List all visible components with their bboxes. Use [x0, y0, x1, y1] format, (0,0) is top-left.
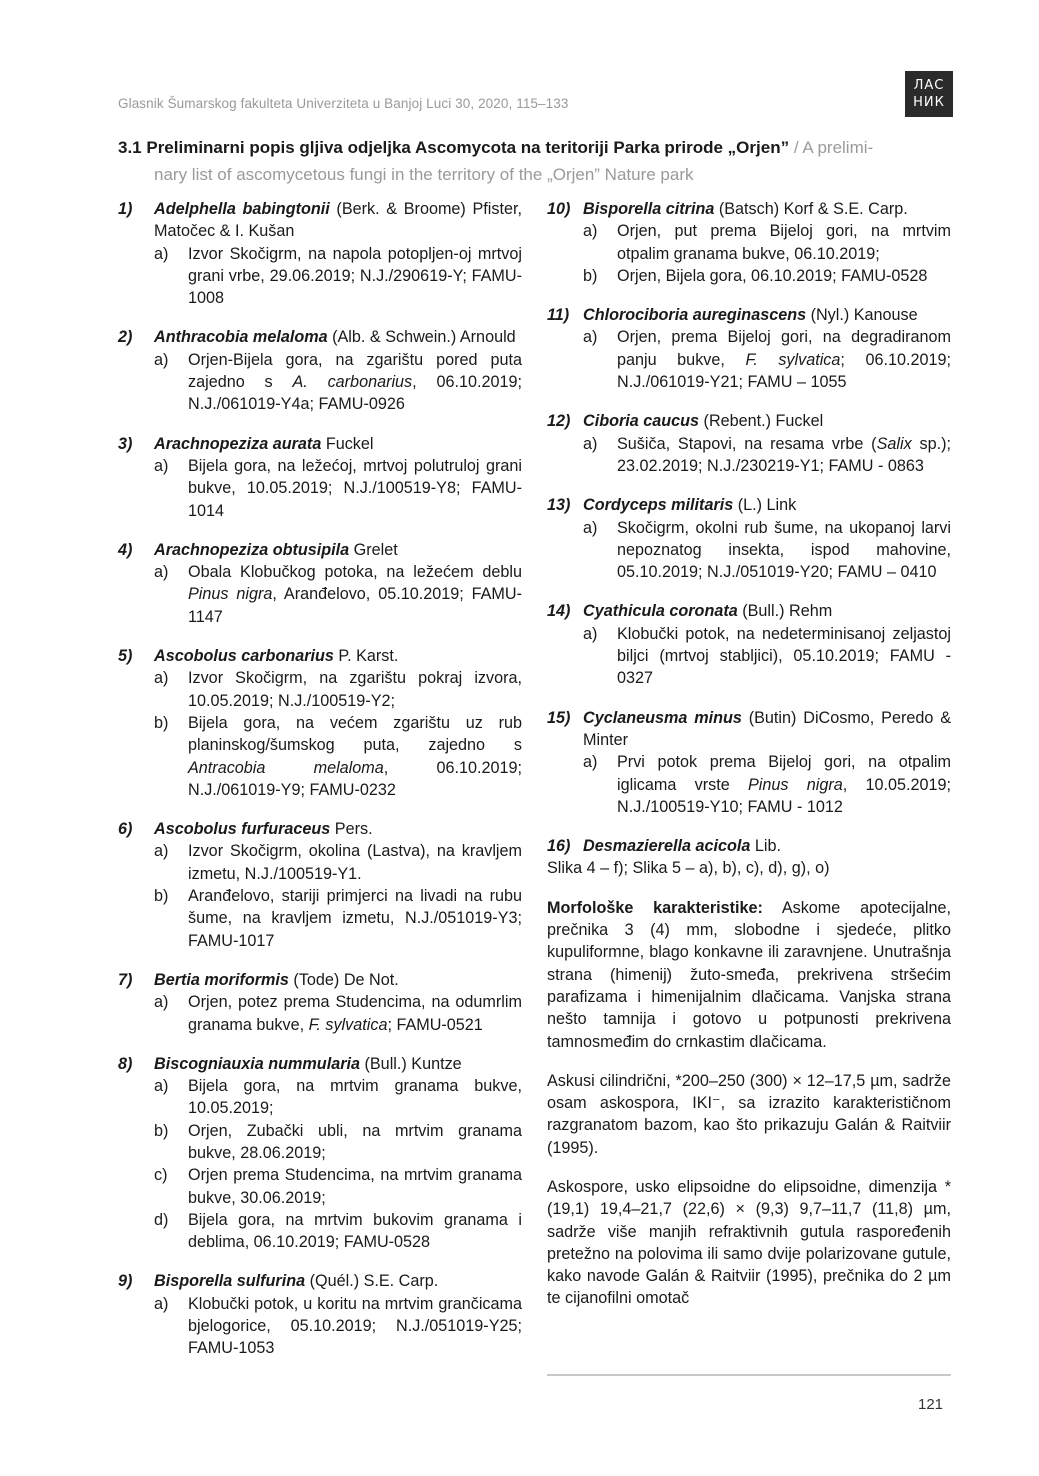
item-label: a) — [154, 842, 169, 861]
species-entry — [547, 835, 951, 880]
entry-number: 9) — [118, 1272, 133, 1291]
journal-logo — [905, 71, 953, 117]
logo-line-2: НИК — [913, 95, 945, 110]
entry-number: 13) — [547, 496, 571, 515]
record-text: Orjen, Zubački ubli, na mrtvim granama bukve, 28.06.2019; — [188, 1121, 522, 1162]
left-column — [118, 198, 522, 1377]
species-author: (Rebent.) Fuckel — [699, 412, 824, 431]
species-name: Ascobolus furfuraceus — [154, 820, 331, 839]
species-entry — [547, 707, 951, 818]
item-label: a) — [583, 753, 598, 772]
item-label: a) — [583, 328, 598, 347]
item-label: c) — [154, 1166, 168, 1185]
record-text: Skočigrm, okolni rub šume, na ukopanoj larvi nepoznatog insekta, ispod mahovine, 05.10.2019; N.J./051019-Y20; FAMU – 0410 — [617, 518, 951, 582]
species-author: (Quél.) S.E. Carp. — [305, 1272, 439, 1291]
entry-number: 2) — [118, 328, 133, 347]
species-entry — [118, 539, 522, 628]
species-name: Ciboria caucus — [583, 412, 700, 431]
item-label: a) — [154, 669, 169, 688]
right-column — [547, 198, 951, 1327]
species-author: Pers. — [330, 820, 373, 839]
entry-number: 7) — [118, 970, 133, 989]
entry-number: 8) — [118, 1054, 133, 1073]
paragraph-morphology: Morfološke karakteristike: Askome apotecijalne, prečnika 3 (4) mm, slobodne i sjedeće, plitko kupuliformne, blago konkavne ili zaravnjene. Unutrašnja strana (himenij) žuto-smeđa, prekrivena stršećim parafizama i himenijalnim dlačicama. Vanjska strana nešto tamnija i gotovo u potpunosti prekrivena tamnosmeđim do crnkastim dlačicama. — [547, 898, 951, 1051]
species-entry — [118, 818, 522, 952]
record-text: Obala Klobučkog potoka, na ležećem deblu Pinus nigra, Aranđelovo, 05.10.2019; FAMU-1147 — [188, 563, 522, 626]
record-text: Orjen prema Studencima, na mrtvim granama bukve, 30.06.2019; — [188, 1166, 522, 1207]
species-author: (Bull.) Rehm — [737, 602, 833, 621]
species-name: Bisporella citrina — [583, 200, 715, 218]
species-entry — [547, 494, 951, 583]
record-text: Sušiča, Stapovi, na resama vrbe (Salix sp.); 23.02.2019; N.J./230219-Y1; FAMU - 0863 — [617, 434, 951, 475]
record-text: Bijela gora, na većem zgarištu uz rub planinskog/šumskog puta, zajedno s Antracobia melaloma, 06.10.2019; N.J./061019-Y9; FAMU-0232 — [188, 713, 523, 799]
species-author: (Nyl.) Kanouse — [806, 306, 918, 325]
species-entry — [118, 645, 522, 801]
species-entry — [118, 433, 522, 522]
record-text: Klobučki potok, u koritu na mrtvim grančicama bjelogorice, 05.10.2019; N.J./051019-Y25; FAMU-1053 — [188, 1294, 522, 1358]
item-label: a) — [583, 518, 598, 537]
record-text: Izvor Skočigrm, okolina (Lastva), na kravljem izmetu, N.J./100519-Y1. — [188, 842, 522, 883]
species-name: Arachnopeziza aurata — [154, 434, 322, 453]
item-label: a) — [154, 1077, 169, 1096]
item-label: a) — [583, 434, 598, 453]
entry-number: 14) — [547, 602, 571, 621]
item-label: a) — [154, 1294, 169, 1313]
record-text: Izvor Skočigrm, na zgarištu pokraj izvora, 10.05.2019; N.J./100519-Y2; — [188, 669, 522, 710]
species-author: (Alb. & Schwein.) Arnould — [327, 328, 516, 347]
footer-rule — [547, 1374, 951, 1376]
item-label: a) — [583, 222, 598, 241]
entry-number: 5) — [118, 647, 133, 666]
item-label: a) — [154, 563, 169, 582]
species-entry — [118, 969, 522, 1036]
item-label: d) — [154, 1210, 169, 1229]
record-text: Izvor Skočigrm, na napola potopljen-oj mrtvoj grani vrbe, 29.06.2019; N.J./290619-Y; FAMU-1008 — [188, 244, 522, 308]
record-text: Orjen, prema Bijeloj gori, na degradiranom panju bukve, F. sylvatica; 06.10.2019; N.J./061019-Y21; FAMU – 1055 — [617, 328, 951, 392]
section-title-en-1: / A prelimi- — [789, 138, 874, 157]
item-label: a) — [154, 456, 169, 475]
species-entry — [118, 1053, 522, 1254]
paragraph-asci: Askusi cilindrični, *200–250 (300) × 12–17,5 µm, sadrže osam askospora, IKI⁻, sa izrazito karakterističnom razgranatom bazom, kao što prikazuju Galán & Raitviir (1995). — [547, 1071, 951, 1157]
species-author: Fuckel — [321, 434, 374, 453]
record-text: Prvi potok prema Bijeloj gori, na otpalim iglicama vrste Pinus nigra, 10.05.2019; N.J./100519-Y10; FAMU - 1012 — [617, 753, 951, 816]
logo-line-1: ЛАС — [913, 78, 945, 93]
item-label: b) — [154, 1121, 169, 1140]
species-name: Adelphella babingtonii — [154, 200, 330, 218]
entry-number: 10) — [547, 200, 571, 218]
item-label: a) — [154, 993, 169, 1012]
section-title — [118, 134, 950, 188]
species-name: Bisporella sulfurina — [154, 1272, 306, 1291]
entry-number: 12) — [547, 412, 571, 431]
species-author: Grelet — [349, 540, 398, 559]
record-text: Bijela gora, na ležećoj, mrtvoj polutruloj grani bukve, 10.05.2019; N.J./100519-Y8; FAMU-1014 — [188, 456, 522, 520]
record-text: Bijela gora, na mrtvim bukovim granama i deblima, 06.10.2019; FAMU-0528 — [188, 1210, 522, 1252]
species-author: (Berk. & Broome) Pfister, Matočec & I. Kušan — [154, 200, 522, 241]
record-text: Orjen-Bijela gora, na zgarištu pored puta zajedno s A. carbonarius, 06.10.2019; N.J./061019-Y4a; FAMU-0926 — [188, 350, 522, 414]
species-entry — [118, 326, 522, 415]
paragraph-ascospores: Askospore, usko elipsoidne do elipsoidne, dimenzija *(19,1) 19,4–21,7 (22,6) × (9,3) 9,7–11,7 (11,8) µm, sadrže više manjih refraktivnih gutula raspoređenih pretežno na polovima ili samo dvije polarizovane gutule, kako navode Galán & Raitviir (1995), prečnika do 2 µm te cijanofilni omotač — [547, 1177, 951, 1308]
species-entry — [547, 600, 951, 689]
item-label: a) — [154, 350, 169, 369]
record-text: Bijela gora, na mrtvim granama bukve, 10.05.2019; — [188, 1077, 522, 1118]
species-entry — [547, 410, 951, 477]
entry-number: 16) — [547, 837, 571, 856]
species-entry — [118, 198, 522, 309]
entry-number: 11) — [547, 306, 570, 325]
species-name: Cordyceps militaris — [583, 496, 734, 515]
species-author: Lib. — [750, 837, 781, 856]
entry-number: 4) — [118, 540, 133, 559]
species-author: P. Karst. — [333, 647, 399, 666]
page-number: 121 — [918, 1396, 944, 1413]
species-name: Arachnopeziza obtusipila — [154, 540, 350, 559]
species-name: Chlorociboria aureginascens — [583, 306, 807, 325]
section-title-bold: 3.1 Preliminarni popis gljiva odjeljka Ascomycota na teritoriji Parka prirode „Orjen” — [118, 138, 790, 157]
item-label: a) — [154, 244, 169, 263]
species-name: Bertia moriformis — [154, 970, 289, 989]
item-label: a) — [583, 624, 598, 643]
record-text: Orjen, Bijela gora, 06.10.2019; FAMU-0528 — [617, 266, 928, 285]
species-name: Cyclaneusma minus — [583, 708, 742, 727]
item-label: b) — [583, 266, 598, 285]
species-author: (Bull.) Kuntze — [360, 1054, 462, 1073]
entry-number: 1) — [118, 200, 133, 218]
running-head: Glasnik Šumarskog fakulteta Univerziteta u Banjoj Luci 30, 2020, 115–133 — [118, 96, 569, 111]
item-label: b) — [154, 887, 169, 906]
entry-number: 3) — [118, 434, 133, 453]
species-name: Biscogniauxia nummularia — [154, 1054, 360, 1073]
species-author: (L.) Link — [733, 496, 797, 515]
record-text: Orjen, put prema Bijeloj gori, na mrtvim otpalim granama bukve, 06.10.2019; — [617, 222, 951, 263]
record-text: Aranđelovo, stariji primjerci na livadi na rubu šume, na kravljem izmetu, N.J./051019-Y3; FAMU-1017 — [188, 887, 522, 950]
entry-number: 6) — [118, 820, 133, 839]
item-label: b) — [154, 713, 169, 732]
species-author: (Tode) De Not. — [288, 970, 399, 989]
entry-number: 15) — [547, 708, 571, 727]
species-name: Cyathicula coronata — [583, 602, 738, 621]
species-author: (Batsch) Korf & S.E. Carp. — [714, 200, 908, 218]
species-name: Ascobolus carbonarius — [154, 647, 334, 666]
species-name: Anthracobia melaloma — [154, 328, 328, 347]
species-entry — [118, 1270, 522, 1359]
figure-reference: Slika 4 – f); Slika 5 – a), b), c), d), g), o) — [547, 859, 830, 878]
species-name: Desmazierella acicola — [583, 837, 751, 856]
section-title-en-2: nary list of ascomycetous fungi in the territory of the „Orjen” Nature park — [154, 165, 694, 184]
species-entry — [547, 198, 951, 287]
record-text: Orjen, potez prema Studencima, na odumrlim granama bukve, F. sylvatica; FAMU-0521 — [188, 993, 522, 1034]
species-entry — [547, 304, 951, 393]
species-author: (Butin) DiCosmo, Peredo & Minter — [583, 708, 951, 749]
record-text: Klobučki potok, na nedeterminisanoj zeljastoj biljci (mrtvoj stabljici), 05.10.2019; FAMU - 0327 — [617, 624, 951, 688]
